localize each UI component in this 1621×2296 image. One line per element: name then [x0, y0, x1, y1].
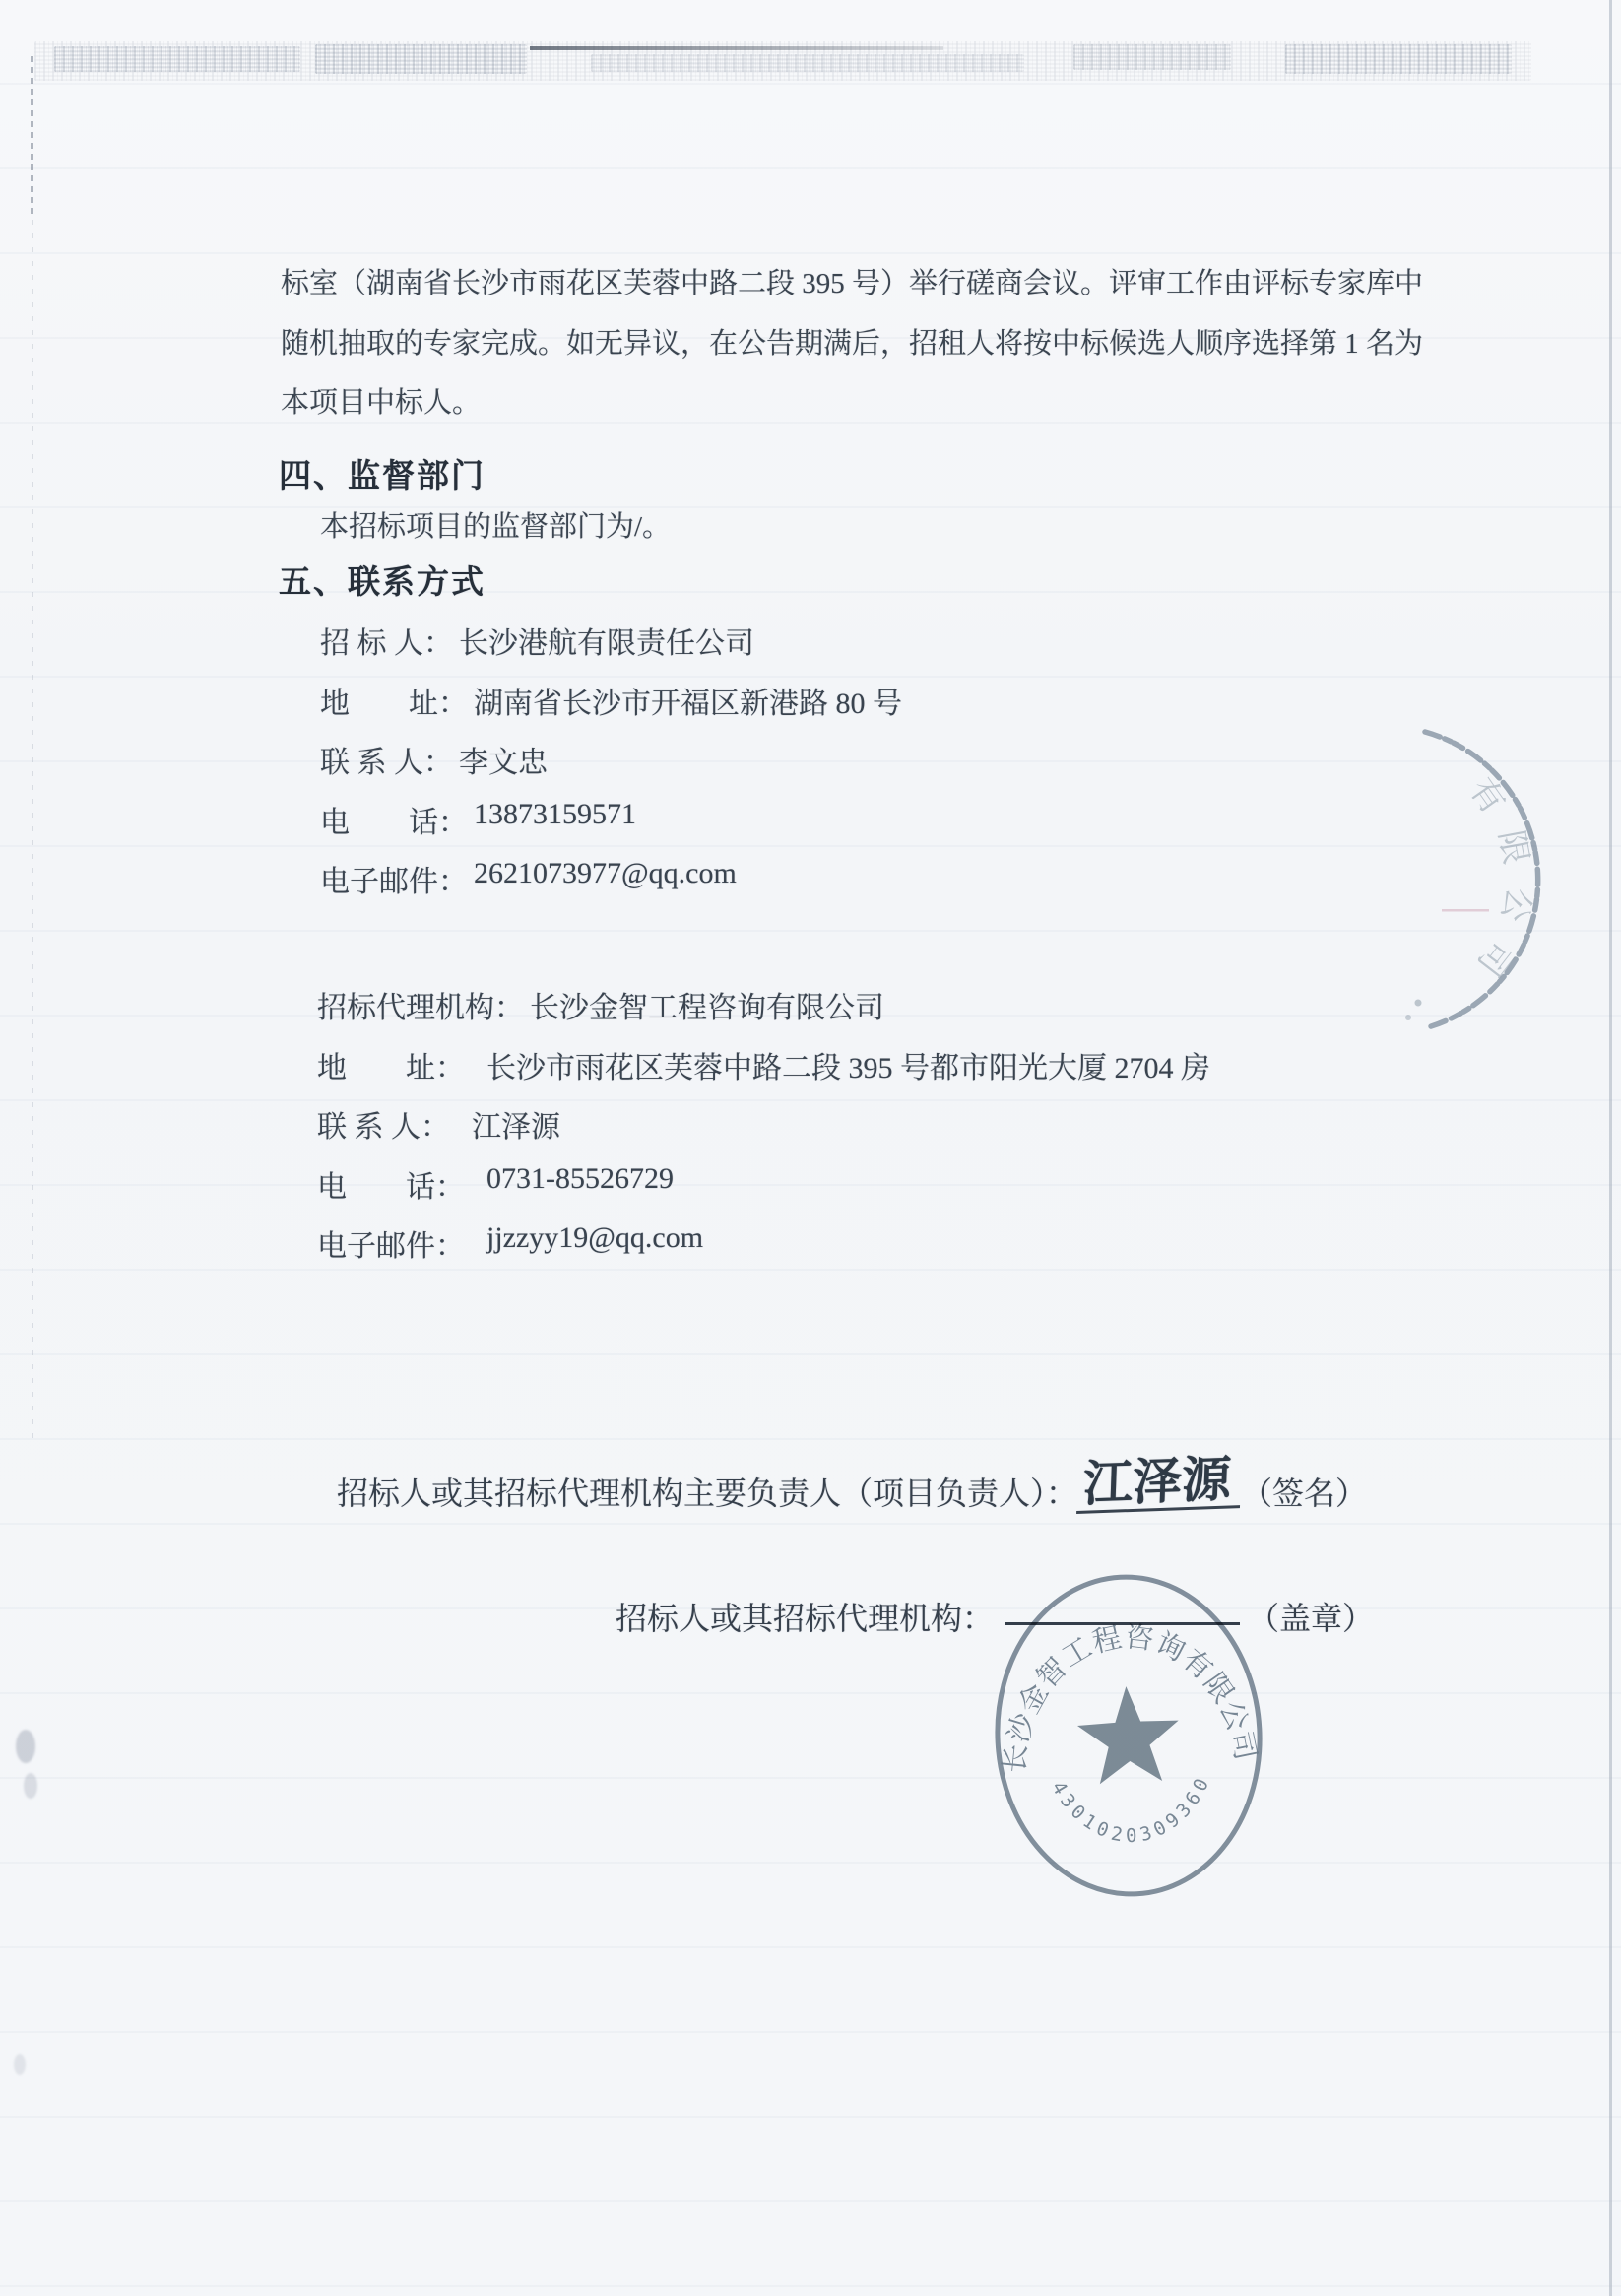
partial-seal-pink-mark [1442, 909, 1489, 912]
contact-row-agency-email [317, 1221, 1210, 1281]
section-heading-contact: 五、联系方式 [279, 563, 486, 600]
contact-value: 2621073977@qq.com [474, 857, 737, 889]
scan-streak-left [31, 51, 33, 214]
contact-value: 13873159571 [474, 797, 636, 830]
scan-noise-patch [54, 46, 300, 72]
contact-value: 长沙市雨花区芙蓉中路二段 395 号都市阳光大厦 2704 房 [486, 1051, 1210, 1084]
contact-value: 江泽源 [472, 1111, 560, 1144]
responsible-person-line [337, 1451, 1368, 1517]
handwritten-signature: 江泽源 [1076, 1452, 1242, 1514]
scan-smudge [16, 1730, 35, 1763]
contact-label: 联 系 人： [317, 1111, 450, 1144]
seal-serial-number: 4301020309360 [1047, 1770, 1216, 1848]
agency-contact-block [317, 983, 1210, 1281]
contact-value: 长沙金智工程咨询有限公司 [530, 992, 884, 1024]
contact-value: jjzzyy19@qq.com [486, 1221, 704, 1254]
partial-seal-dot [1405, 1015, 1411, 1020]
partial-seal-dot [1415, 1000, 1422, 1007]
contact-row-tenderer-address [320, 679, 902, 739]
contact-value: 湖南省长沙市开福区新港路 80 号 [474, 687, 902, 720]
contact-label: 电子邮件： [317, 1230, 465, 1263]
contact-label: 电 话： [320, 806, 468, 839]
contact-label: 地 址： [317, 1051, 465, 1084]
contact-row-tenderer-email [320, 857, 902, 917]
responsible-person-prefix: 招标人或其招标代理机构主要负责人（项目负责人）： [337, 1476, 1078, 1511]
contact-row-tenderer-name [320, 619, 902, 679]
scan-smudge [24, 1773, 37, 1799]
seal-line-prefix: 招标人或其招标代理机构： [616, 1601, 995, 1636]
company-seal-stamp [982, 1563, 1274, 1908]
scan-noise-line [530, 46, 943, 50]
scan-noise-band [34, 41, 1531, 81]
paragraph-line: 随机抽取的专家完成。如无异议，在公告期满后，招租人将按中标候选人顺序选择第 1 名为 [281, 327, 1424, 360]
contact-label: 地 址： [320, 687, 468, 720]
contact-row-agency-address [317, 1043, 1210, 1103]
paragraph-block [281, 254, 1423, 433]
contact-row-agency-person [317, 1102, 1210, 1162]
supervision-body: 本招标项目的监督部门为/。 [320, 511, 672, 543]
contact-label: 招标代理机构： [317, 992, 524, 1024]
contact-row-tenderer-person [320, 738, 902, 798]
responsible-person-suffix: （签名） [1241, 1476, 1368, 1511]
contact-label: 联 系 人： [320, 747, 453, 779]
scan-smudge [14, 2054, 26, 2075]
contact-row-agency-name [317, 983, 1210, 1043]
paragraph-line: 标室（湖南省长沙市雨花区芙蓉中路二段 395 号）举行磋商会议。评审工作由评标专家库中 [281, 268, 1424, 299]
partial-seal-text: 有限公司 [1458, 771, 1538, 999]
scan-noise-patch [1073, 44, 1231, 70]
contact-label: 招 标 人： [320, 627, 453, 660]
partial-seal-stamp [1383, 707, 1621, 1052]
svg-text:有限公司 [1458, 771, 1537, 998]
contact-label: 电 话： [317, 1170, 465, 1204]
seal-company-name: 长沙金智工程咨询有限公司 [999, 1621, 1262, 1775]
contact-value: 李文忠 [459, 747, 548, 779]
scan-noise-patch [1285, 44, 1512, 74]
contact-label: 电子邮件： [320, 866, 468, 898]
contact-value: 0731-85526729 [486, 1161, 674, 1195]
scan-noise-patch [315, 44, 527, 74]
scan-noise-patch [591, 54, 1024, 72]
scan-streak-left-faint [32, 217, 33, 1438]
page-edge-right [1609, 0, 1612, 2296]
paragraph-line: 本项目中标人。 [281, 387, 482, 419]
seal-line-suffix: （盖章） [1248, 1601, 1375, 1636]
svg-text:4301020309360 [1047, 1770, 1219, 1851]
section-heading-supervision: 四、监督部门 [279, 457, 486, 493]
tenderer-contact-block [320, 619, 902, 917]
seal-star-icon [1075, 1683, 1182, 1785]
contact-value: 长沙港航有限责任公司 [459, 627, 754, 660]
contact-row-tenderer-phone [320, 798, 902, 858]
contact-row-agency-phone [317, 1162, 1210, 1222]
